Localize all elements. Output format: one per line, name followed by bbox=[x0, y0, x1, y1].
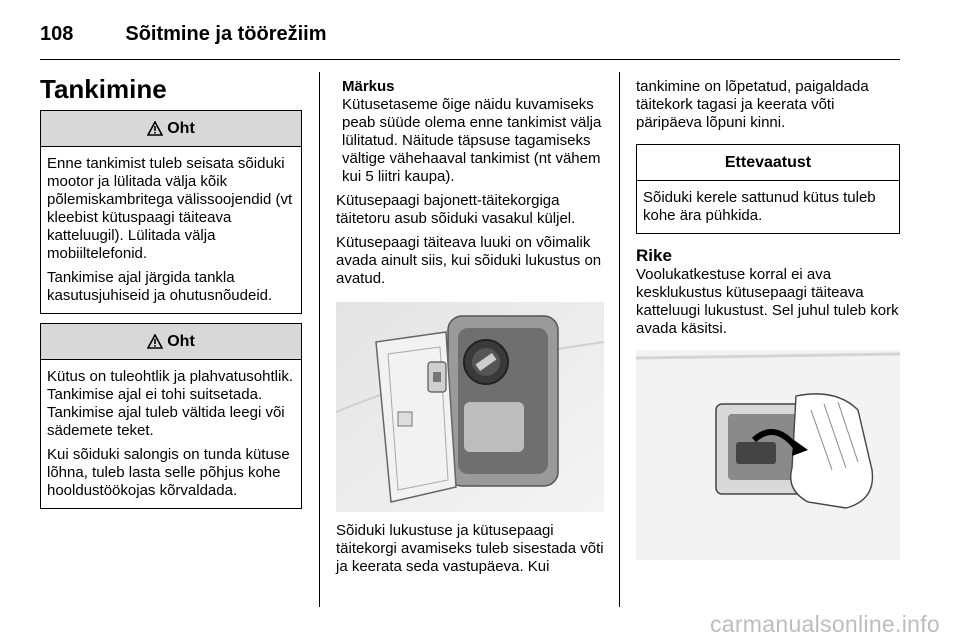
fault-text: Voolukatkestuse korral ei ava kesklukustus kütusepaagi täiteava katteluugi lukustust. Sel juhul tuleb kork avada käsitsi. bbox=[636, 266, 899, 337]
body-paragraph: Sõiduki lukustuse ja kütusepaagi täitekorgi avamiseks tuleb sisestada võti ja keerata seda vastupäeva. Kui bbox=[336, 522, 604, 575]
warning-paragraph: Enne tankimist tuleb seisata sõiduki mootor ja lülitada välja kõik põlemiskambritega välissoojendid (vt kleebist kütuspaagi täiteava katteluugil). Lülitada välja mobiiltelefonid. bbox=[47, 155, 293, 262]
page-number: 108 bbox=[40, 23, 74, 45]
fuel-filler-flap-illustration bbox=[336, 302, 604, 512]
warning-label: Oht bbox=[167, 332, 195, 350]
note-text: Kütusetaseme õige näidu kuvamiseks peab süüde olema enne tankimist välja lülitatud. Näitude täpsuse tagamiseks vältige vähehaaval tankimist (nt vähem kui 5 liitri kaupa). bbox=[342, 96, 602, 185]
section-title: Tankimine bbox=[40, 74, 167, 104]
watermark: carmanualsonline.info bbox=[709, 611, 940, 637]
body-paragraph: Kütusepaagi bajonett-täitekorgiga täitetoru asub sõiduki vasakul küljel. bbox=[336, 192, 576, 227]
warning-header bbox=[41, 111, 301, 147]
note-label: Märkus bbox=[342, 78, 395, 95]
caution-box bbox=[636, 144, 900, 234]
warning-triangle-icon bbox=[147, 121, 163, 136]
warning-label: Oht bbox=[167, 119, 195, 137]
column-3 bbox=[636, 78, 900, 560]
caution-header bbox=[637, 145, 899, 181]
chapter-title: Sõitmine ja töörežiim bbox=[125, 23, 327, 45]
header-divider bbox=[40, 59, 900, 60]
warning-box-2 bbox=[40, 323, 302, 509]
column-divider-1 bbox=[319, 72, 320, 607]
fault-heading: Rike bbox=[636, 246, 672, 265]
warning-paragraph: Kütus on tuleohtlik ja plahvatusohtlik. Tankimise ajal ei tohi suitsetada. Tankimise ajal tuleb vältida leegi või sädemete teket. bbox=[47, 368, 293, 439]
column-1 bbox=[40, 74, 302, 509]
column-2 bbox=[336, 78, 604, 576]
page-header bbox=[40, 14, 327, 54]
column-divider-2 bbox=[619, 72, 620, 607]
body-paragraph: tankimine on lõpetatud, paigaldada täitekork tagasi ja keerata võti päripäeva lõpuni kinni. bbox=[636, 78, 869, 131]
manual-release-illustration bbox=[636, 350, 900, 560]
warning-box-1 bbox=[40, 110, 302, 314]
warning-header bbox=[41, 324, 301, 360]
caution-text: Sõiduki kerele sattunud kütus tuleb kohe ära pühkida. bbox=[643, 189, 876, 224]
warning-triangle-icon bbox=[147, 334, 163, 349]
warning-paragraph: Tankimise ajal järgida tankla kasutusjuhiseid ja ohutusnõudeid. bbox=[47, 269, 273, 304]
warning-paragraph: Kui sõiduki salongis on tunda kütuse lõhna, tuleb lasta selle põhjus kohe hooldustöökojas kõrvaldada. bbox=[47, 446, 290, 499]
caution-label: Ettevaatust bbox=[724, 153, 812, 171]
body-paragraph: Kütusepaagi täiteava luuki on võimalik avada ainult siis, kui sõiduki lukustus on avatud. bbox=[336, 234, 602, 287]
